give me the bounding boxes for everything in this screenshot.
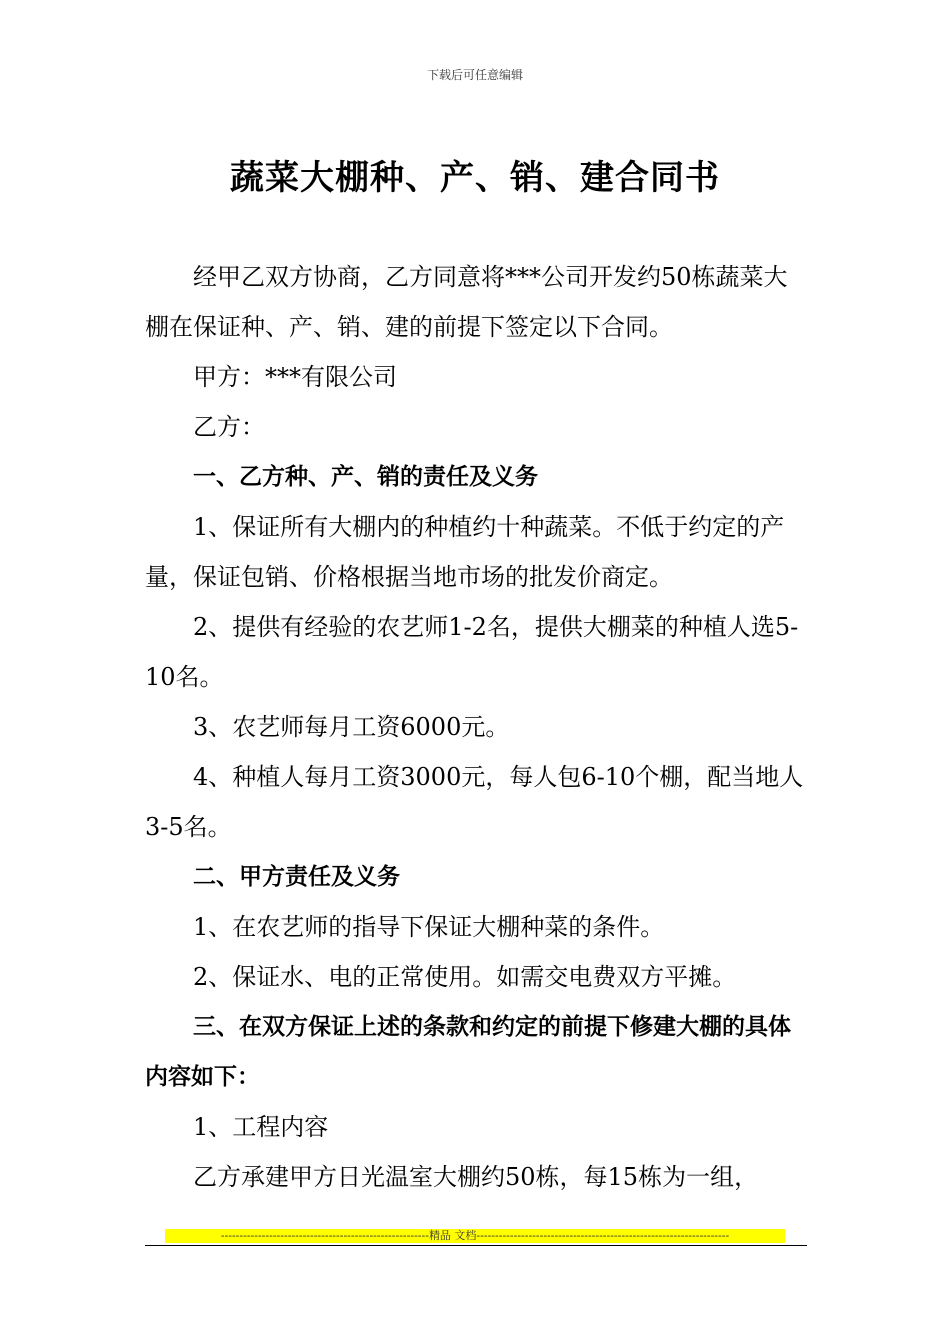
clause-1-4: 4、种植人每月工资3000元，每人包6-10个棚，配当地人3-5名。 xyxy=(145,763,804,841)
party-b-line: 乙方： xyxy=(193,413,265,441)
section-heading-3: 三、在双方保证上述的条款和约定的前提下修建大棚的具体内容如下： xyxy=(145,1014,791,1090)
clause-3-1-text: 乙方承建甲方日光温室大棚约50栋，每15栋为一组， xyxy=(193,1163,759,1191)
section-heading-1: 一、乙方种、产、销的责任及义务 xyxy=(193,464,538,490)
party-a-line: 甲方：***有限公司 xyxy=(193,363,397,391)
document-title: 蔬菜大棚种、产、销、建合同书 xyxy=(230,158,720,198)
document-body xyxy=(145,252,807,1202)
clause-2-1: 1、在农艺师的指导下保证大棚种菜的条件。 xyxy=(193,913,665,941)
clause-1-3: 3、农艺师每月工资6000元。 xyxy=(193,713,510,741)
clause-1-2: 2、提供有经验的农艺师1-2名，提供大棚菜的种植人选5-10名。 xyxy=(145,613,799,691)
footer-banner: --------------------------------------------------------精品 文档-------------------------------------------------------------------- xyxy=(165,1229,785,1243)
footer-divider xyxy=(145,1245,807,1246)
header-note: 下载后可任意编辑 xyxy=(426,68,523,82)
clause-3-1-title: 1、工程内容 xyxy=(193,1113,329,1141)
clause-1-1: 1、保证所有大棚内的种植约十种蔬菜。不低于约定的产量，保证包销、价格根据当地市场的批发价商定。 xyxy=(145,513,785,591)
intro-paragraph: 经甲乙双方协商，乙方同意将***公司开发约50栋蔬菜大棚在保证种、产、销、建的前提下签定以下合同。 xyxy=(145,263,788,341)
section-heading-2: 二、甲方责任及义务 xyxy=(193,864,400,890)
clause-2-2: 2、保证水、电的正常使用。如需交电费双方平摊。 xyxy=(193,963,737,991)
